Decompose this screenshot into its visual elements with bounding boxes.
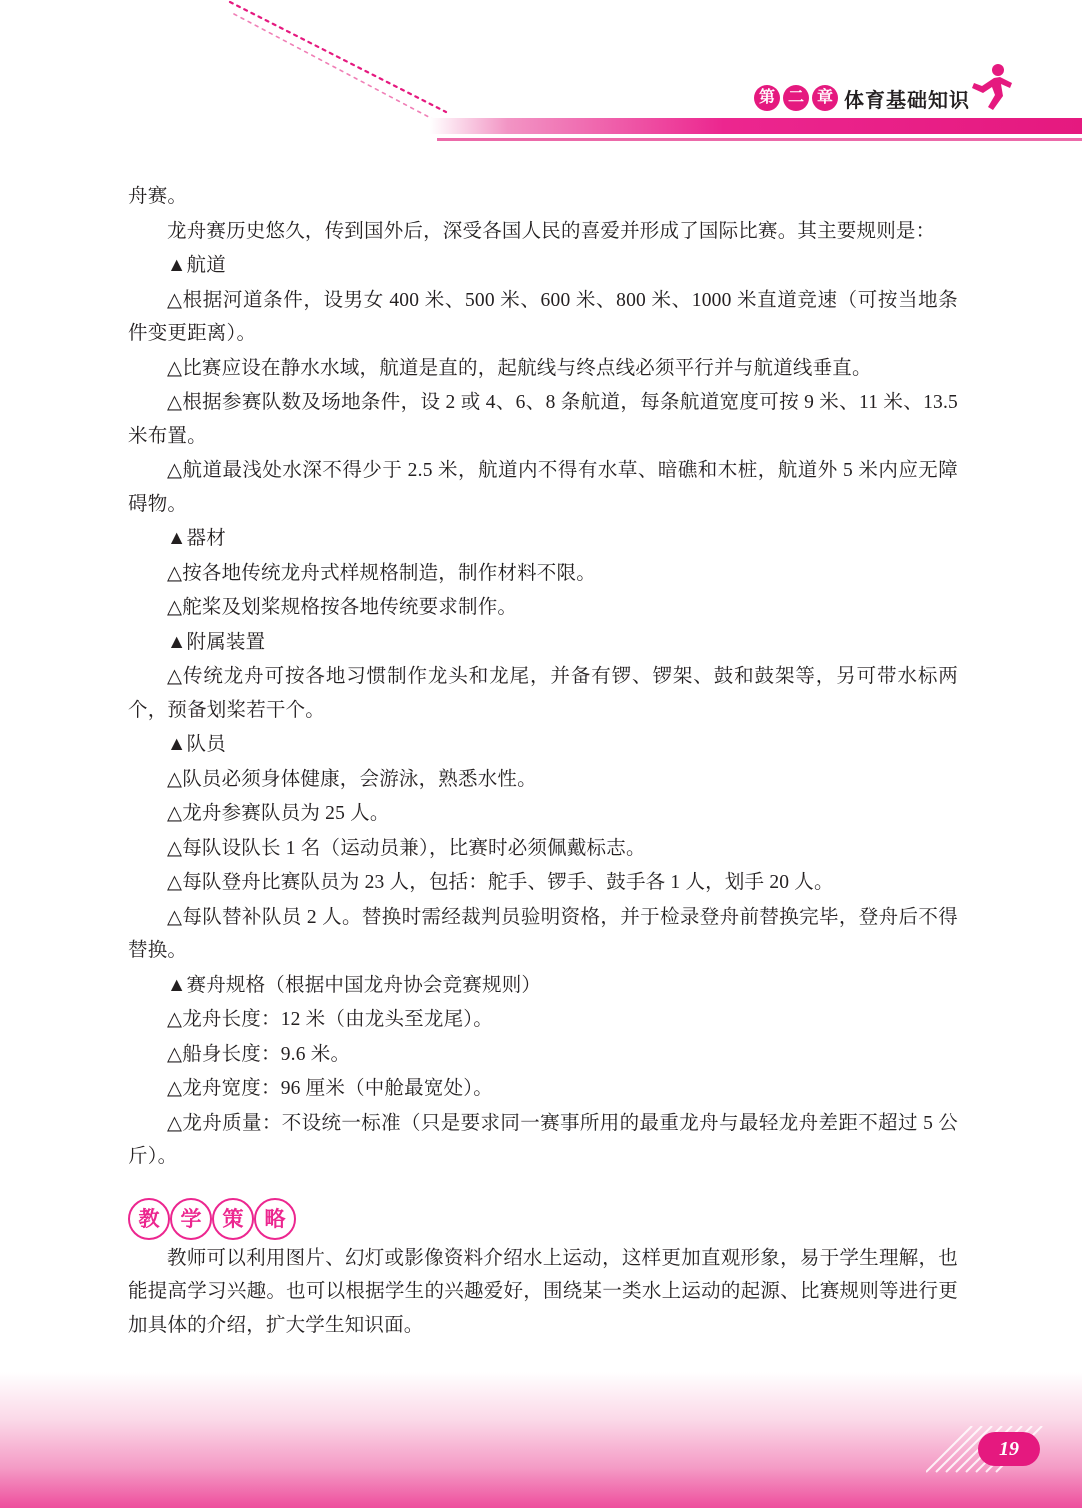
strategy-char-4: 略 xyxy=(254,1198,296,1240)
decorative-dotted-line xyxy=(228,0,448,140)
paragraph: △按各地传统龙舟式样规格制造，制作材料不限。 xyxy=(167,562,596,584)
section-heading-equipment: ▲器材 xyxy=(167,528,226,549)
runner-icon xyxy=(968,62,1014,114)
section-heading-boat-spec: ▲赛舟规格（根据中国龙舟协会竞赛规则） xyxy=(167,974,542,996)
paragraph: △每队登舟比赛队员为 23 人，包括：舵手、锣手、鼓手各 1 人，划手 20 人。 xyxy=(167,872,834,893)
paragraph: △根据参赛队数及场地条件，设 2 或 4、6、8 条航道，每条航道宽度可按 9 米、11 米、13.5 米布置。 xyxy=(128,392,958,447)
chapter-suffix-badge: 章 xyxy=(812,85,838,111)
paragraph: △航道最浅处水深不得少于 2.5 米，航道内不得有水草、暗礁和木桩，航道外 5 米内应无障碍物。 xyxy=(128,460,958,515)
section-heading-waterway: ▲航道 xyxy=(167,255,226,276)
paragraph: △比赛应设在静水水域，航道是直的，起航线与终点线必须平行并与航道线垂直。 xyxy=(167,357,872,379)
paragraph: △龙舟宽度：96 厘米（中舱最宽处）。 xyxy=(167,1078,493,1099)
chapter-prefix-badge: 第 xyxy=(754,85,780,111)
header-thin-rule xyxy=(437,138,1082,141)
page-content xyxy=(128,180,958,1343)
header-gradient-bar xyxy=(430,118,1082,134)
page-number: 19 xyxy=(978,1432,1040,1466)
paragraph: △船身长度：9.6 米。 xyxy=(167,1043,351,1065)
section-heading-members: ▲队员 xyxy=(167,734,226,755)
chapter-number-badge: 二 xyxy=(783,85,809,111)
strategy-char-3: 策 xyxy=(212,1198,254,1240)
paragraph: 舟赛。 xyxy=(128,186,188,207)
paragraph: △每队替补队员 2 人。替换时需经裁判员验明资格，并于检录登舟前替换完毕，登舟后不得替换。 xyxy=(128,906,958,961)
teaching-strategy-heading xyxy=(128,1198,958,1240)
paragraph: △龙舟质量：不设统一标准（只是要求同一赛事所用的最重龙舟与最轻龙舟差距不超过 5 公斤）。 xyxy=(128,1112,958,1167)
paragraph: △每队设队长 1 名（运动员兼），比赛时必须佩戴标志。 xyxy=(167,837,646,859)
chapter-badge xyxy=(754,85,838,111)
paragraph: △舵桨及划桨规格按各地传统要求制作。 xyxy=(167,597,518,618)
chapter-title: 体育基础知识 xyxy=(844,89,970,112)
page-header xyxy=(0,0,1082,150)
paragraph: △根据河道条件，设男女 400 米、500 米、600 米、800 米、1000 米直道竞速（可按当地条件变更距离）。 xyxy=(128,289,958,344)
strategy-char-1: 教 xyxy=(128,1198,170,1240)
strategy-char-2: 学 xyxy=(170,1198,212,1240)
paragraph: △传统龙舟可按各地习惯制作龙头和龙尾，并备有锣、锣架、鼓和鼓架等，另可带水标两个，预备划桨若干个。 xyxy=(128,666,958,721)
page-footer xyxy=(0,1372,1082,1508)
paragraph: △龙舟长度：12 米（由龙头至龙尾）。 xyxy=(167,1009,493,1030)
chapter-heading xyxy=(754,78,970,118)
paragraph: △队员必须身体健康，会游泳，熟悉水性。 xyxy=(167,768,537,790)
paragraph: △龙舟参赛队员为 25 人。 xyxy=(167,803,390,824)
teaching-strategy-paragraph: 教师可以利用图片、幻灯或影像资料介绍水上运动，这样更加直观形象，易于学生理解，也能提高学习兴趣。也可以根据学生的兴趣爱好，围绕某一类水上运动的起源、比赛规则等进行更加具体的介绍，扩大学生知识面。 xyxy=(128,1247,958,1336)
paragraph: 龙舟赛历史悠久，传到国外后，深受各国人民的喜爱并形成了国际比赛。其主要规则是： xyxy=(167,220,936,242)
section-heading-accessories: ▲附属装置 xyxy=(167,631,266,653)
